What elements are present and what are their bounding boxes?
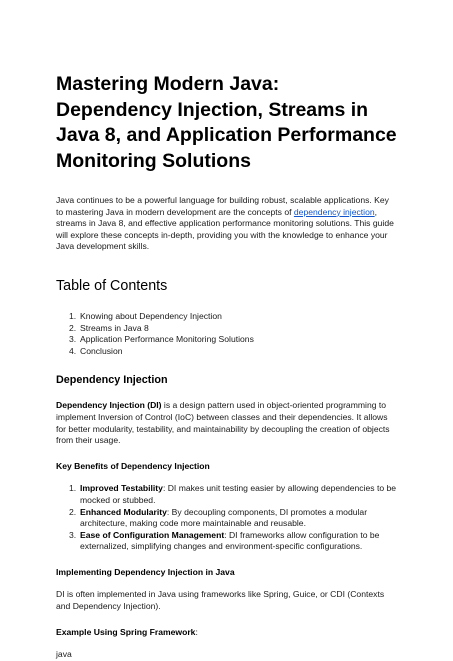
example-heading-colon: : xyxy=(195,626,198,637)
toc-item-text: Conclusion xyxy=(80,345,123,356)
di-definition-text: is a design pattern used in object-oriented programming to implement Inversion of Control (IoC) between classes and their dependencies. It allows for better modularity, testability, and maintainability by decoupling the creation of objects from their usage. xyxy=(56,400,390,446)
benefits-list xyxy=(56,483,397,553)
toc-heading: Table of Contents xyxy=(56,277,168,294)
di-term: Dependency Injection (DI) xyxy=(56,400,162,411)
benefit-number: 3. xyxy=(69,529,77,540)
intro-text-before: Java continues to be a powerful language for building robust, scalable applications. Key to mastering Java in modern development are the concepts of xyxy=(56,195,389,217)
example-heading xyxy=(56,627,397,639)
di-definition-paragraph xyxy=(56,400,397,446)
implementing-heading: Implementing Dependency Injection in Java xyxy=(56,566,235,577)
toc-item-text: Knowing about Dependency Injection xyxy=(80,310,222,321)
example-heading-text: Example Using Spring Framework xyxy=(56,626,196,637)
benefit-title: Ease of Configuration Management xyxy=(80,529,225,540)
toc-item-number: 3. xyxy=(69,334,77,345)
toc-item xyxy=(56,334,397,346)
toc-item-text: Application Performance Monitoring Solutions xyxy=(80,334,254,345)
toc-list xyxy=(56,311,397,357)
benefit-text: : DI makes unit testing easier by allowing dependencies to be mocked or stubbed. xyxy=(80,483,397,505)
benefit-number: 2. xyxy=(69,506,77,517)
toc-item xyxy=(56,346,397,358)
implementing-paragraph: DI is often implemented in Java using frameworks like Spring, Guice, or CDI (Contexts and Dependency Injection). xyxy=(56,589,385,612)
benefit-number: 1. xyxy=(69,483,77,494)
benefit-title: Improved Testability xyxy=(80,483,163,494)
benefits-heading: Key Benefits of Dependency Injection xyxy=(56,460,210,471)
code-language-label: java xyxy=(56,649,72,660)
benefit-item xyxy=(56,507,397,530)
dependency-injection-link[interactable]: dependency injection xyxy=(293,206,375,217)
toc-item-number: 1. xyxy=(69,310,77,321)
toc-item-number: 4. xyxy=(69,345,77,356)
toc-item xyxy=(56,323,397,335)
toc-item-number: 2. xyxy=(69,322,77,333)
intro-paragraph xyxy=(56,195,397,253)
benefit-item xyxy=(56,530,397,553)
benefit-item xyxy=(56,483,397,506)
toc-item-text: Streams in Java 8 xyxy=(80,322,149,333)
benefit-text: : By decoupling components, DI promotes a modular architecture, making code more maintainable and reusable. xyxy=(80,506,368,529)
di-section-heading: Dependency Injection xyxy=(56,374,168,387)
document-title: Mastering Modern Java: Dependency Injection, Streams in Java 8, and Application Performance Monitoring Solutions xyxy=(56,73,397,172)
benefit-title: Enhanced Modularity xyxy=(80,506,167,517)
intro-text-after: , streams in Java 8, and effective application performance monitoring solutions. This guide will explore these concepts in-depth, providing you with the knowledge to enhance your Java development skills. xyxy=(56,206,394,252)
toc-item xyxy=(56,311,397,323)
benefit-text: : DI frameworks allow configuration to be externalized, simplifying changes and environment-specific configurations. xyxy=(80,529,380,552)
